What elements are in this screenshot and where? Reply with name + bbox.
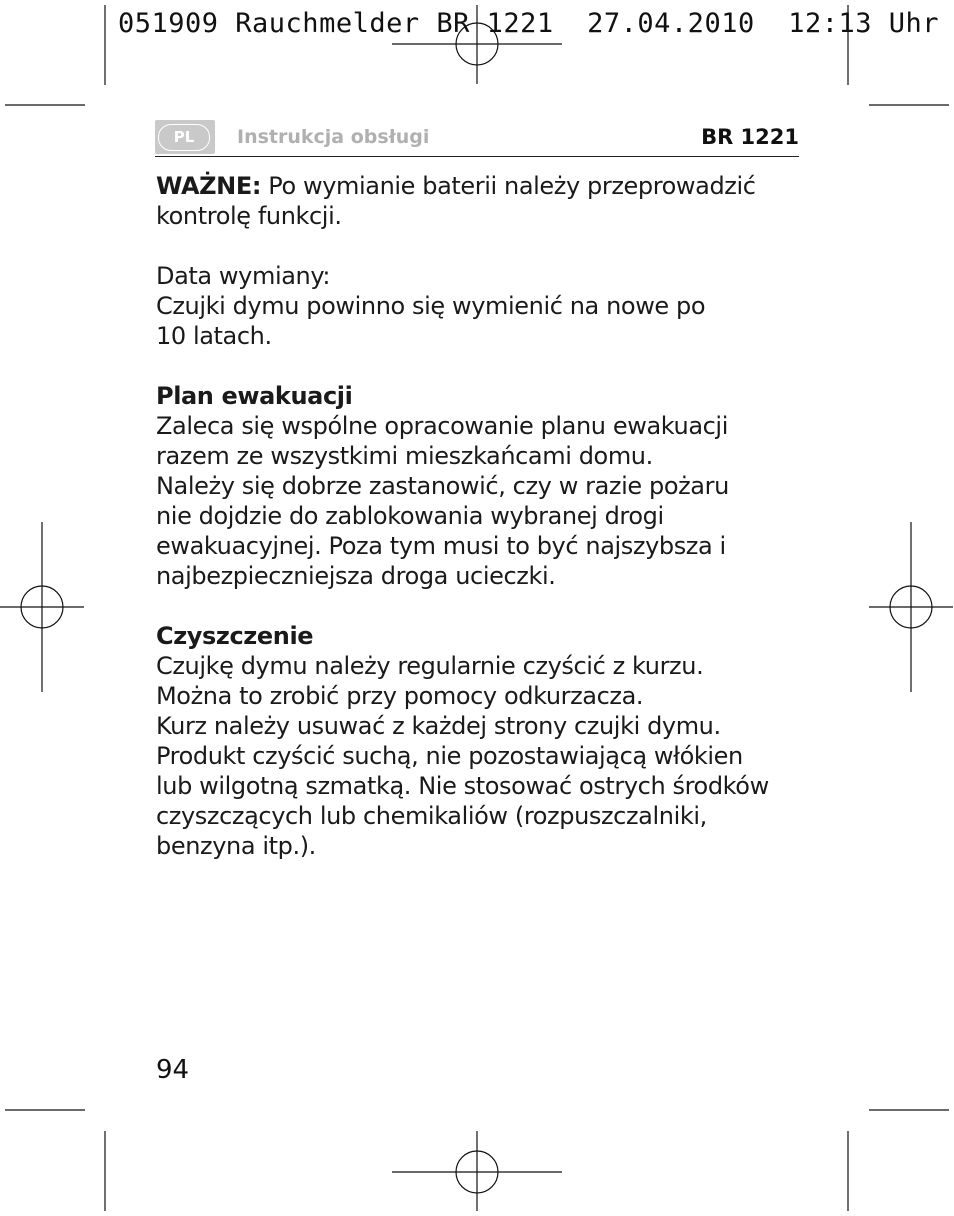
language-badge: PL (158, 124, 210, 151)
important-label: WAŻNE: (156, 172, 262, 200)
cleaning-line: Kurz należy usuwać z każdej strony czujki dymu. (156, 712, 721, 740)
evacuation-line: Zaleca się wspólne opracowanie planu ewakuacji (156, 412, 728, 440)
evacuation-line: Należy się dobrze zastanowić, czy w razie pożaru (156, 472, 729, 500)
page-number: 94 (156, 1055, 190, 1085)
important-note (156, 171, 806, 231)
evacuation-line: ewakuacyjnej. Poza tym musi to być najszybsza i (156, 532, 726, 560)
page-header (155, 120, 799, 157)
registration-mark-top (392, 5, 562, 84)
page-content (156, 171, 806, 861)
model-number: BR 1221 (701, 125, 799, 149)
cleaning-line: Produkt czyścić suchą, nie pozostawiającą włókien (156, 742, 743, 770)
cleaning-line: lub wilgotną szmatką. Nie stosować ostrych środków (156, 772, 769, 800)
registration-mark-left (0, 522, 84, 692)
cleaning-line: Można to zrobić przy pomocy odkurzacza. (156, 682, 644, 710)
registration-mark-right (869, 522, 953, 692)
registration-mark-bottom (392, 1131, 562, 1211)
replacement-title: Data wymiany: (156, 262, 331, 290)
replacement-line: Czujki dymu powinno się wymienić na nowe po (156, 292, 706, 320)
replacement-line: 10 latach. (156, 322, 272, 350)
cleaning-heading: Czyszczenie (156, 622, 314, 650)
evacuation-line: nie dojdzie do zablokowania wybranej drogi (156, 502, 664, 530)
print-slug: 051909 Rauchmelder BR 1221 27.04.2010 12:13 Uhr (118, 8, 940, 39)
evacuation-heading: Plan ewakuacji (156, 382, 353, 410)
cleaning-line: benzyna itp.). (156, 832, 316, 860)
important-text: Po wymianie baterii należy przeprowadzić kontrolę funkcji. (156, 172, 756, 230)
language-tab (155, 120, 215, 154)
evacuation-line: razem ze wszystkimi mieszkańcami domu. (156, 442, 653, 470)
manual-title: Instrukcja obsługi (237, 126, 430, 148)
cleaning-line: Czujkę dymu należy regularnie czyścić z kurzu. (156, 652, 704, 680)
cleaning-line: czyszczących lub chemikaliów (rozpuszczalniki, (156, 802, 707, 830)
evacuation-line: najbezpieczniejsza droga ucieczki. (156, 562, 556, 590)
